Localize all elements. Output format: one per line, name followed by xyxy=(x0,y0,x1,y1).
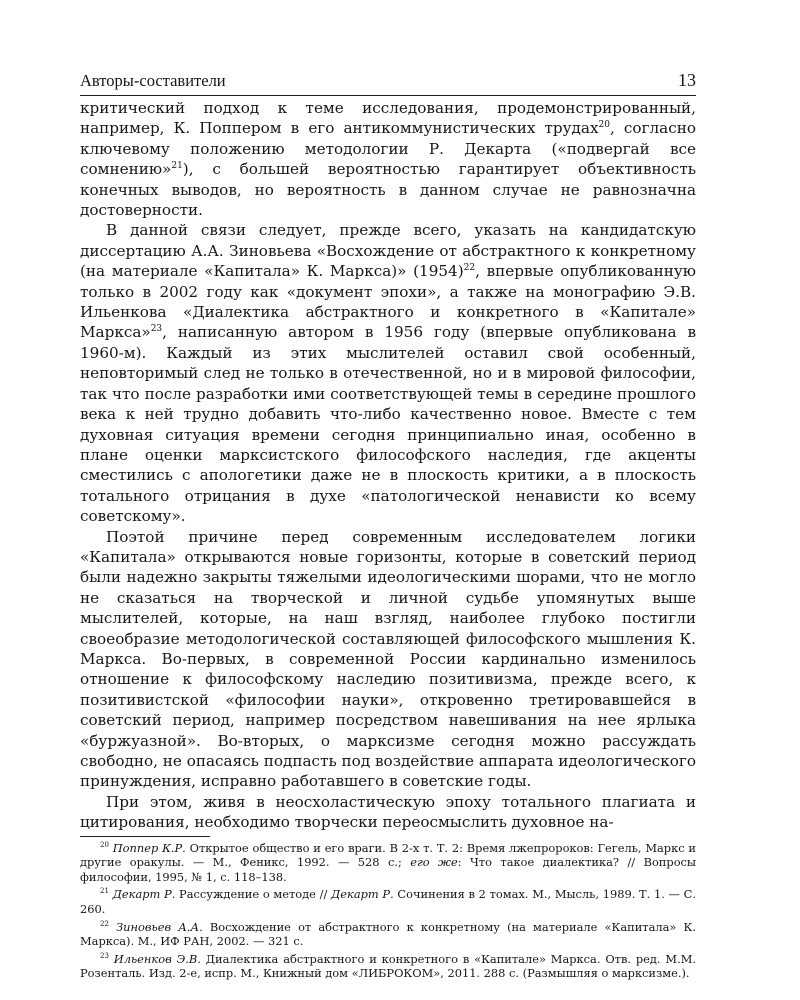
footnote-author: его же xyxy=(410,855,458,870)
text-run: В данной связи следует, прежде всего, указать на кандидатскую диссертацию А.А. Зиновьева «Восхождение от абстрактного к конкретному (на материале «Капитала» К. Маркса)» (1954) xyxy=(80,221,696,281)
text-run: , впервые опубликованную только в 2002 году как «документ эпохи», а также на монографию Э.В. Ильенкова «Диалектика абстрактного и конкретного в «Капитале» Маркса» xyxy=(80,262,696,342)
page-number: 13 xyxy=(678,70,696,90)
footnote-text: : Что такое диалектика? // Вопросы философии, 1995, № 1, с. 118–138. xyxy=(80,855,696,884)
footnote-author: Декарт Р. xyxy=(112,887,176,902)
text-run: критический подход к теме исследования, продемонстрированный, например, К. Поппером в его антикоммунистических трудах xyxy=(80,99,696,138)
footnote-mark: 21 xyxy=(100,887,109,896)
body-text xyxy=(80,98,696,833)
footnote-mark: 22 xyxy=(100,919,109,928)
footnote-author: Зиновьев А.А. xyxy=(116,919,203,934)
footnote-text: Открытое общество и его враги. В 2-х т. Т. 2: Время лжепророков: Гегель, Маркс и другие оракулы. — М., Феникс, 1992. — 528 с.; xyxy=(80,840,696,870)
paragraph: При этом, живя в неосхоластическую эпоху тотального плагиата и цитирования, необходимо творчески переосмыслить духовное на- xyxy=(80,792,696,832)
paragraph: Поэтой причине перед современным исследователем логики «Капитала» открываются новые горизонты, которые в советский период были надежно закрыты тяжелыми идеологическими шорами, что не могло не сказаться на творческой и личной судьбе упомянутых выше мыслителей, которые, на наш взгляд, наиболее глубоко постигли своеобразие методологической составляющей философского мышления К. Маркса. Во-первых, в современной России кардинально изменилось отношение к философскому наследию позитивизма, прежде всего, к позитивистской «философии науки», откровенно третировавшейся в советский период, например посредством навешивания на нее ярлыка «буржуазной». Во-вторых, о марксизме сегодня можно рассуждать свободно, не опасаясь подпасть под воздействие аппарата идеологического принуждения, исправно работавшего в советские годы. xyxy=(80,527,697,791)
footnote-ref-22[interactable]: 22 xyxy=(463,263,476,274)
footnote-ref-20[interactable]: 20 xyxy=(598,120,610,131)
footnote-ref-23[interactable]: 23 xyxy=(150,324,163,335)
footnotes xyxy=(80,841,696,981)
footnote-text: Сочинения в 2 томах. М., Мысль, 1989. Т. 1. — С. 260. xyxy=(80,887,696,916)
footnote-author: Ильенков Э.В. xyxy=(113,951,201,966)
paragraph xyxy=(80,220,696,526)
page xyxy=(80,70,696,984)
text-run: ), с большей вероятностью гарантирует объективность конечных выводов, но вероятность в данном случае не равнозначна достоверности. xyxy=(80,160,696,220)
footnote-author: Поппер К.Р. xyxy=(112,840,186,855)
footnote-20 xyxy=(80,841,696,885)
footnote-text: Диалектика абстрактного и конкретного в «Капитале» Маркса. Отв. ред. М.М. Розенталь. Изд. 2-е, испр. М., Книжный дом «ЛИБРОКОМ», 2011. 288 с. (Размышляя о марксизме.). xyxy=(80,951,696,981)
text-run: , написанную автором в 1956 году (впервые опубликована в 1960-м). Каждый из этих мыслителей оставил свой особенный, неповторимый след не только в отечественной, но и в мировой философии, так что после разработки ими соответствующей темы в середине прошлого века к ней трудно добавить что-либо качественно новое. Вместе с тем духовная ситуация времени сегодня принципиально иная, особенно в плане оценки марксистского философского наследия, где акценты сместились с апологетики даже не в плоскость критики, а в плоскость тотального отрицания в духе «патологической ненависти ко всему советскому». xyxy=(80,323,696,526)
paragraph-continued xyxy=(80,98,696,220)
footnote-21 xyxy=(80,887,696,916)
footnote-22 xyxy=(80,920,696,949)
running-title: Авторы-составители xyxy=(80,71,226,90)
footnote-text: Восхождение от абстрактного к конкретному (на материале «Капитала» К. Маркса). М., ИФ РАН, 2002. — 321 с. xyxy=(80,919,696,949)
footnote-text: Рассуждение о методе // xyxy=(175,887,332,902)
footnote-23 xyxy=(80,952,696,981)
running-header xyxy=(80,70,696,96)
text-run: , согласно ключевому положению методологии Р. Декарта («подвергай все сомнению» xyxy=(80,119,696,179)
footnote-author: Декарт Р. xyxy=(331,887,394,902)
footnote-mark: 23 xyxy=(100,951,109,960)
footnote-ref-21[interactable]: 21 xyxy=(171,161,183,172)
footnote-divider xyxy=(80,836,210,837)
footnote-mark: 20 xyxy=(100,840,109,849)
